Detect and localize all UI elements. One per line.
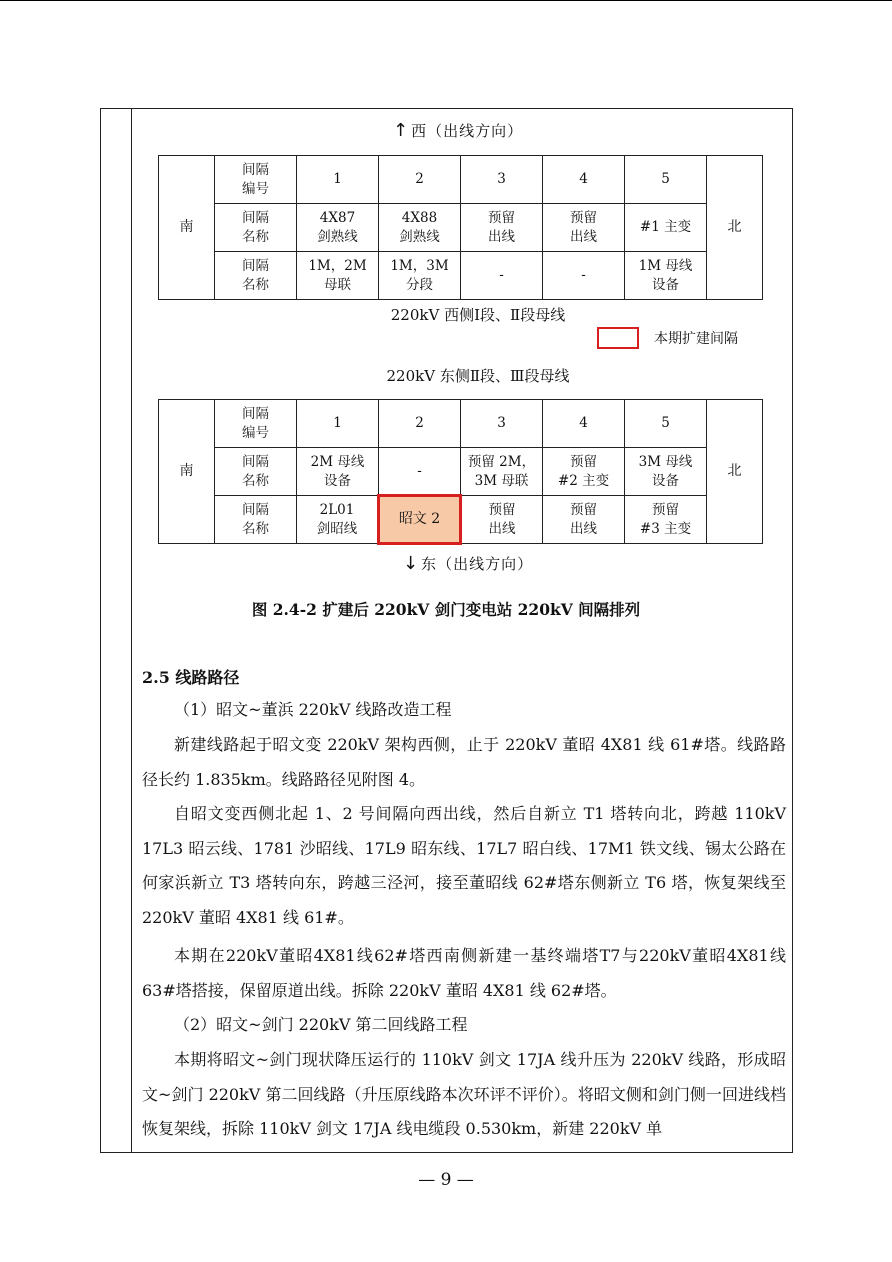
arrow-down-icon: ↓ bbox=[403, 553, 420, 574]
paragraph-2: 自昭文变西侧北起 1、2 号间隔向西出线，然后自新立 T1 塔转向北，跨越 110kV 17L3 昭云线、1781 沙昭线、17L9 昭东线、17L7 昭白线、17M1 铁文线、锡太公路在何家浜新立 T3 塔转向东，跨越三泾河，接至董昭线 62#塔东侧新立 T6 塔，恢复架线至 220kV 董昭 4X81 线 61#。 bbox=[142, 804, 786, 927]
paragraph-4: 本期将昭文~剑门现状降压运行的 110kV 剑文 17JA 线升压为 220kV 线路，形成昭文~剑门 220kV 第二回线路（升压原线路本次环评不评价）。将昭文侧和剑门侧一回进线档恢复架线，拆除 110kV 剑文 17JA 线电缆段 0.530km，新建 220kV 单 bbox=[142, 1050, 786, 1138]
bay-name: - bbox=[379, 448, 461, 496]
south-side-label: 南 bbox=[159, 400, 215, 544]
bay-name: 2M 母线 设备 bbox=[297, 448, 379, 496]
page-number: — 9 — bbox=[418, 1170, 474, 1190]
expansion-bay-highlight: 昭文 2 bbox=[379, 496, 461, 544]
bay-number: 1 bbox=[297, 400, 379, 448]
frame-left-column-rule bbox=[131, 108, 132, 1153]
bay-name: - bbox=[543, 252, 625, 300]
row-label: 间隔 名称 bbox=[215, 252, 297, 300]
bay-number: 2 bbox=[379, 400, 461, 448]
row-label: 间隔 编号 bbox=[215, 400, 297, 448]
south-side-label: 南 bbox=[159, 156, 215, 300]
subheading-2: （2）昭文~剑门 220kV 第二回线路工程 bbox=[174, 1015, 468, 1034]
bay-name: 1M，2M 母联 bbox=[297, 252, 379, 300]
arrow-up-icon: ↑ bbox=[393, 120, 410, 141]
bay-name: 预留 出线 bbox=[543, 204, 625, 252]
east-bus-label: 220kV 东侧Ⅱ段、Ⅲ段母线 bbox=[386, 367, 570, 385]
bay-name: #1 主变 bbox=[625, 204, 707, 252]
bay-name: 预留 出线 bbox=[461, 496, 543, 544]
bay-name: 预留 出线 bbox=[543, 496, 625, 544]
bay-number: 1 bbox=[297, 156, 379, 204]
bay-table-west bbox=[158, 155, 763, 300]
bay-name: - bbox=[461, 252, 543, 300]
figure-caption: 图 2.4-2 扩建后 220kV 剑门变电站 220kV 间隔排列 bbox=[251, 600, 641, 619]
bay-number: 5 bbox=[625, 400, 707, 448]
bay-name: 1M 母线 设备 bbox=[625, 252, 707, 300]
legend-label: 本期扩建间隔 bbox=[654, 331, 738, 347]
bay-name: 4X88 剑熟线 bbox=[379, 204, 461, 252]
row-label: 间隔 名称 bbox=[215, 448, 297, 496]
bay-name: 预留 #3 主变 bbox=[625, 496, 707, 544]
row-label: 间隔 编号 bbox=[215, 156, 297, 204]
page-top-rule bbox=[0, 0, 892, 1]
subheading-1: （1）昭文~董浜 220kV 线路改造工程 bbox=[174, 700, 452, 719]
bay-number: 2 bbox=[379, 156, 461, 204]
row-label: 间隔 名称 bbox=[215, 204, 297, 252]
bay-table-east bbox=[158, 399, 763, 545]
paragraph-1: 新建线路起于昭文变 220kV 架构西侧，止于 220kV 董昭 4X81 线 61#塔。线路路径长约 1.835km。线路路径见附图 4。 bbox=[142, 735, 786, 789]
bay-number: 5 bbox=[625, 156, 707, 204]
north-side-label: 北 bbox=[707, 400, 763, 544]
bay-name: 预留 出线 bbox=[461, 204, 543, 252]
bay-number: 3 bbox=[461, 156, 543, 204]
bay-number: 3 bbox=[461, 400, 543, 448]
west-bus-label: 220kV 西侧Ⅰ段、Ⅱ段母线 bbox=[390, 306, 566, 324]
bottom-direction-label: ↓ 东（出线方向） bbox=[403, 553, 534, 574]
bay-number: 4 bbox=[543, 156, 625, 204]
row-label: 间隔 名称 bbox=[215, 496, 297, 544]
section-heading: 2.5 线路路径 bbox=[142, 668, 240, 687]
north-side-label: 北 bbox=[707, 156, 763, 300]
bay-name: 1M，3M 分段 bbox=[379, 252, 461, 300]
bay-name: 预留 2M， 3M 母联 bbox=[461, 448, 543, 496]
legend-swatch bbox=[597, 327, 639, 349]
bay-number: 4 bbox=[543, 400, 625, 448]
top-direction-label: ↑ 西（出线方向） bbox=[393, 120, 524, 141]
bay-name: 2L01 剑昭线 bbox=[297, 496, 379, 544]
bay-name: 3M 母线 设备 bbox=[625, 448, 707, 496]
bay-name: 4X87 剑熟线 bbox=[297, 204, 379, 252]
bay-name: 预留 #2 主变 bbox=[543, 448, 625, 496]
paragraph-3: 本期在220kV董昭4X81线62#塔西南侧新建一基终端塔T7与220kV董昭4X81线 63#塔搭接，保留原道出线。拆除 220kV 董昭 4X81 线 62#塔。 bbox=[142, 946, 786, 1000]
